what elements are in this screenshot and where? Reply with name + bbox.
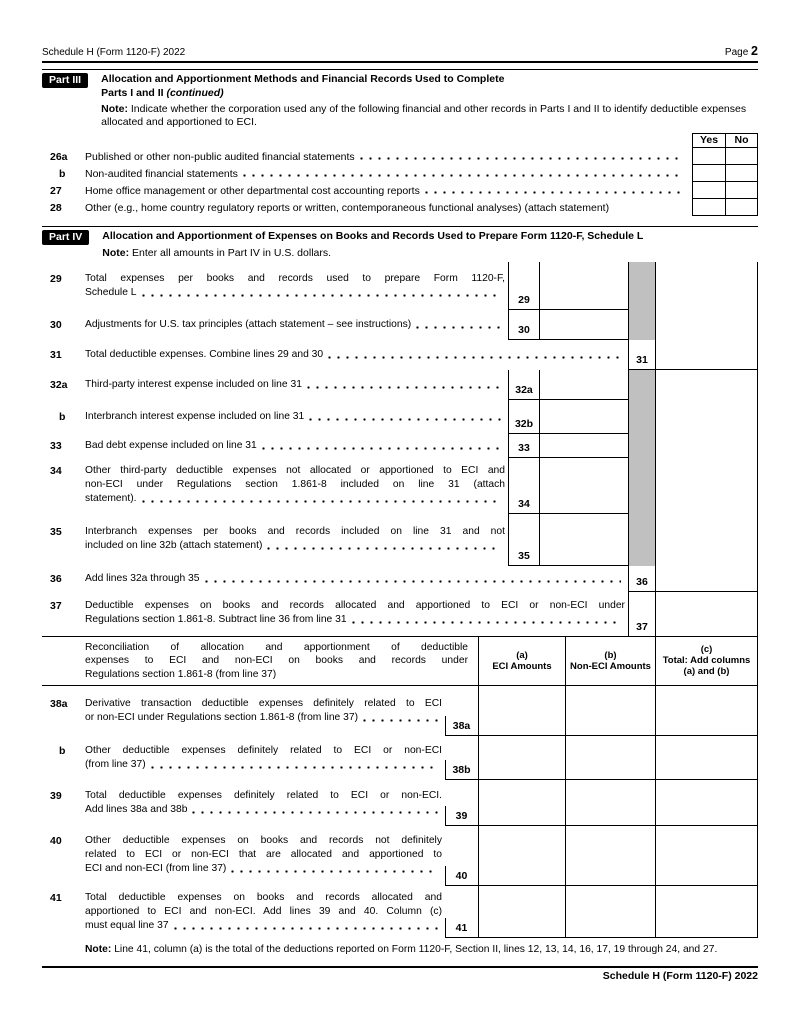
col-header-total: (c) Total: Add columns (a) and (b) <box>655 637 758 685</box>
line-text: Other third-party deductible expenses not allocated or apportioned to ECI and non-ECI under Regulations section 1.861-8 included on line 31 (attach statement). <box>85 464 505 504</box>
line-text: Derivative transaction deductible expenses definitely related to ECI or non-ECI under Regulations section 1.861-8 (from line 37) <box>85 697 442 723</box>
line-38a-box-number: 38a <box>445 686 478 736</box>
blank-cell <box>656 514 758 566</box>
form-id-text: Schedule H (Form 1120-F) 2022 <box>42 47 186 58</box>
line-text: Bad debt expense included on line 31 <box>85 439 505 453</box>
line-number: 34 <box>50 464 62 477</box>
line-38b-non-eci-amount-input[interactable] <box>565 736 655 780</box>
shaded-cell <box>628 262 656 310</box>
shaded-cell <box>628 310 656 340</box>
yes-no-header-row <box>42 133 758 148</box>
dot-leader <box>425 191 684 194</box>
dot-leader <box>243 174 684 177</box>
part-iv-note: Note: Enter all amounts in Part IV in U.S. dollars. <box>102 246 332 259</box>
line-27-no-checkbox[interactable] <box>725 182 758 199</box>
shaded-cell <box>628 400 656 434</box>
line-31-amount-input[interactable] <box>656 340 758 370</box>
line-number: 33 <box>50 439 62 452</box>
line-40-row <box>42 826 758 886</box>
line-26a-row <box>42 148 758 165</box>
part-iii-title: Allocation and Apportionment Methods and Financial Records Used to Complete Parts I and II (continued) <box>101 73 505 99</box>
line-34-box-number: 34 <box>508 458 540 514</box>
dot-leader <box>192 811 438 814</box>
part-iv-lines <box>42 262 758 636</box>
line-text: Home office management or other departmental cost accounting reports <box>85 185 692 197</box>
line-text: Total deductible expenses definitely related to ECI or non-ECI. Add lines 38a and 38b <box>85 789 442 815</box>
dot-leader <box>205 580 622 583</box>
line-text: Deductible expenses on books and records allocated and apportioned to ECI or non-ECI under Regulations section 1.861-8. Subtract line 36 from line 31 <box>85 599 625 625</box>
line-37-row <box>42 592 758 636</box>
line-32b-amount-input[interactable] <box>540 400 628 434</box>
line-41-non-eci-amount-input[interactable] <box>565 886 655 938</box>
line-number: 32a <box>50 378 68 391</box>
line-38b-total-amount-input[interactable] <box>655 736 758 780</box>
page-footer <box>42 966 758 982</box>
shaded-cell <box>628 434 656 458</box>
col-header-no: No <box>725 133 758 148</box>
line-28-no-checkbox[interactable] <box>725 199 758 216</box>
line-37-amount-input[interactable] <box>656 592 758 636</box>
page-header <box>42 44 758 63</box>
yes-no-table <box>42 133 758 216</box>
line-text: Other deductible expenses definitely related to ECI or non-ECI (from line 37) <box>85 744 442 770</box>
line-32b-row <box>42 400 758 434</box>
line-number: 31 <box>50 348 62 361</box>
line-36-row <box>42 566 758 592</box>
line-38a-total-amount-input[interactable] <box>655 686 758 736</box>
blank-cell <box>656 262 758 310</box>
line-26b-no-checkbox[interactable] <box>725 165 758 182</box>
blank-cell <box>656 310 758 340</box>
line-32b-box-number: 32b <box>508 400 540 434</box>
line-39-total-amount-input[interactable] <box>655 780 758 826</box>
line-34-row <box>42 458 758 514</box>
line-31-box-number: 31 <box>628 340 656 370</box>
footer-form-id: Schedule H (Form 1120-F) 2022 <box>602 970 758 982</box>
line-text: Total deductible expenses. Combine lines 29 and 30 <box>85 348 625 362</box>
line-29-amount-input[interactable] <box>540 262 628 310</box>
part-iv-header-body <box>102 230 643 260</box>
line-35-amount-input[interactable] <box>540 514 628 566</box>
line-39-non-eci-amount-input[interactable] <box>565 780 655 826</box>
line-number: 37 <box>50 599 62 612</box>
continued-label: (continued) <box>166 86 224 99</box>
line-text: Interbranch expenses per books and records included on line 31 and not included on line 32b (attach statement) <box>85 525 505 551</box>
dot-leader <box>151 766 438 769</box>
line-text: Non-audited financial statements <box>85 168 692 180</box>
dot-leader <box>262 447 501 450</box>
reconciliation-header <box>42 636 758 686</box>
dot-leader <box>309 418 501 421</box>
page-number: Page 2 <box>724 44 758 58</box>
line-28-row <box>42 199 758 216</box>
line-32a-row <box>42 370 758 400</box>
line-text: Third-party interest expense included on line 31 <box>85 378 505 392</box>
line-number: 40 <box>50 834 62 847</box>
line-text: Published or other non-public audited financial statements <box>85 151 692 163</box>
reconciliation-lines <box>42 686 758 938</box>
part-iv-badge: Part IV <box>42 230 89 245</box>
line-32a-amount-input[interactable] <box>540 370 628 400</box>
line-36-box-number: 36 <box>628 566 656 592</box>
dot-leader <box>360 157 684 160</box>
dot-leader <box>363 719 438 722</box>
line-41-row <box>42 886 758 938</box>
line-number: 36 <box>50 572 62 585</box>
line-40-non-eci-amount-input[interactable] <box>565 826 655 886</box>
line-26a-no-checkbox[interactable] <box>725 148 758 165</box>
line-38a-non-eci-amount-input[interactable] <box>565 686 655 736</box>
shaded-cell <box>628 514 656 566</box>
line-32a-box-number: 32a <box>508 370 540 400</box>
line-35-box-number: 35 <box>508 514 540 566</box>
col-header-yes: Yes <box>692 133 725 148</box>
line-text: Total expenses per books and records used to prepare Form 1120-F, Schedule L <box>85 272 505 298</box>
line-number: 30 <box>50 318 62 331</box>
line-number: 35 <box>50 525 62 538</box>
dot-leader <box>174 927 438 930</box>
line-34-amount-input[interactable] <box>540 458 628 514</box>
line-39-eci-amount-input[interactable] <box>478 780 565 826</box>
line-number: 38a <box>50 697 68 710</box>
line-text: Other deductible expenses on books and records not definitely related to ECI or non-ECI that are allocated and apportioned to ECI and non-ECI (from line 37) <box>85 834 442 874</box>
line-28-yes-checkbox[interactable] <box>692 199 725 216</box>
dot-leader <box>307 386 501 389</box>
line-number: b <box>59 410 66 423</box>
line-number: 26a <box>50 150 68 163</box>
line-text: Other (e.g., home country regulatory reports or written, contemporaneous functional analyses) (attach statement) <box>85 201 610 214</box>
part-iii-note: Note: Indicate whether the corporation used any of the following financial and other records in Parts I and II to identify deductible expenses allocated and apportioned to ECI. <box>101 103 747 128</box>
line-27-yes-checkbox[interactable] <box>692 182 725 199</box>
col-header-eci-amounts: (a) ECI Amounts <box>478 637 565 685</box>
line-33-row <box>42 434 758 458</box>
line-29-row <box>42 262 758 310</box>
dot-leader <box>328 356 621 359</box>
blank-cell <box>656 400 758 434</box>
line-text: Interbranch interest expense included on line 31 <box>85 410 505 424</box>
dot-leader <box>142 294 501 297</box>
line-38a-eci-amount-input[interactable] <box>478 686 565 736</box>
dot-leader <box>231 870 438 873</box>
dot-leader <box>352 621 621 624</box>
line-39-box-number: 39 <box>445 780 478 826</box>
reconciliation-heading: Reconciliation of allocation and apportionment of deductible expenses to ECI and non-ECI on books and records under Regulations section 1.861-8 (from line 37) <box>85 641 468 680</box>
line-37-box-number: 37 <box>628 592 656 636</box>
line-number: 29 <box>50 272 62 285</box>
line-41-total-amount-input[interactable] <box>655 886 758 938</box>
line-38b-eci-amount-input[interactable] <box>478 736 565 780</box>
line-26b-yes-checkbox[interactable] <box>692 165 725 182</box>
line-31-row <box>42 340 758 370</box>
line-38b-box-number: 38b <box>445 736 478 780</box>
line-41-box-number: 41 <box>445 886 478 938</box>
blank-cell <box>656 458 758 514</box>
line-30-amount-input[interactable] <box>540 310 628 340</box>
blank-cell <box>656 370 758 400</box>
line-number: 41 <box>50 891 62 904</box>
line-40-eci-amount-input[interactable] <box>478 826 565 886</box>
line-text: Total deductible expenses on books and records allocated and apportioned to ECI and non-ECI. Add lines 39 and 40. Column (c) must equal line 37 <box>85 891 442 931</box>
line-number: b <box>59 744 66 757</box>
line-26b-row <box>42 165 758 182</box>
line-27-row <box>42 182 758 199</box>
part-iv-title: Allocation and Apportionment of Expenses on Books and Records Used to Prepare Form 1120-F, Schedule L <box>102 230 644 242</box>
dot-leader <box>267 547 501 550</box>
dot-leader <box>416 326 501 329</box>
line-number: 27 <box>50 184 62 197</box>
line-text: Adjustments for U.S. tax principles (attach statement – see instructions) <box>85 318 505 332</box>
dot-leader <box>142 500 501 503</box>
line-38b-row <box>42 736 758 780</box>
line-35-row <box>42 514 758 566</box>
part-iv-header <box>42 226 758 260</box>
line-33-amount-input[interactable] <box>540 434 628 458</box>
line-number: 28 <box>50 201 62 214</box>
line-number: b <box>59 167 66 180</box>
line-40-box-number: 40 <box>445 826 478 886</box>
line-29-box-number: 29 <box>508 262 540 310</box>
line-30-row <box>42 310 758 340</box>
line-number: 39 <box>50 789 62 802</box>
line-38a-row <box>42 686 758 736</box>
blank-cell <box>656 434 758 458</box>
line-40-total-amount-input[interactable] <box>655 826 758 886</box>
line-39-row <box>42 780 758 826</box>
line-30-box-number: 30 <box>508 310 540 340</box>
part-iii-header-body <box>101 73 758 129</box>
line-36-amount-input[interactable] <box>656 566 758 592</box>
part-iii-badge: Part III <box>42 73 88 88</box>
line-26a-yes-checkbox[interactable] <box>692 148 725 165</box>
line-41-note: Note: Line 41, column (a) is the total of the deductions reported on Form 1120-F, Section II, lines 12, 13, 14, 16, 17, 19 through 24, and 27. <box>85 943 718 955</box>
line-41-eci-amount-input[interactable] <box>478 886 565 938</box>
shaded-cell <box>628 458 656 514</box>
part-iii-header <box>42 69 758 129</box>
shaded-cell <box>628 370 656 400</box>
col-header-non-eci-amounts: (b) Non-ECI Amounts <box>565 637 655 685</box>
line-text: Add lines 32a through 35 <box>85 572 625 586</box>
line-33-box-number: 33 <box>508 434 540 458</box>
